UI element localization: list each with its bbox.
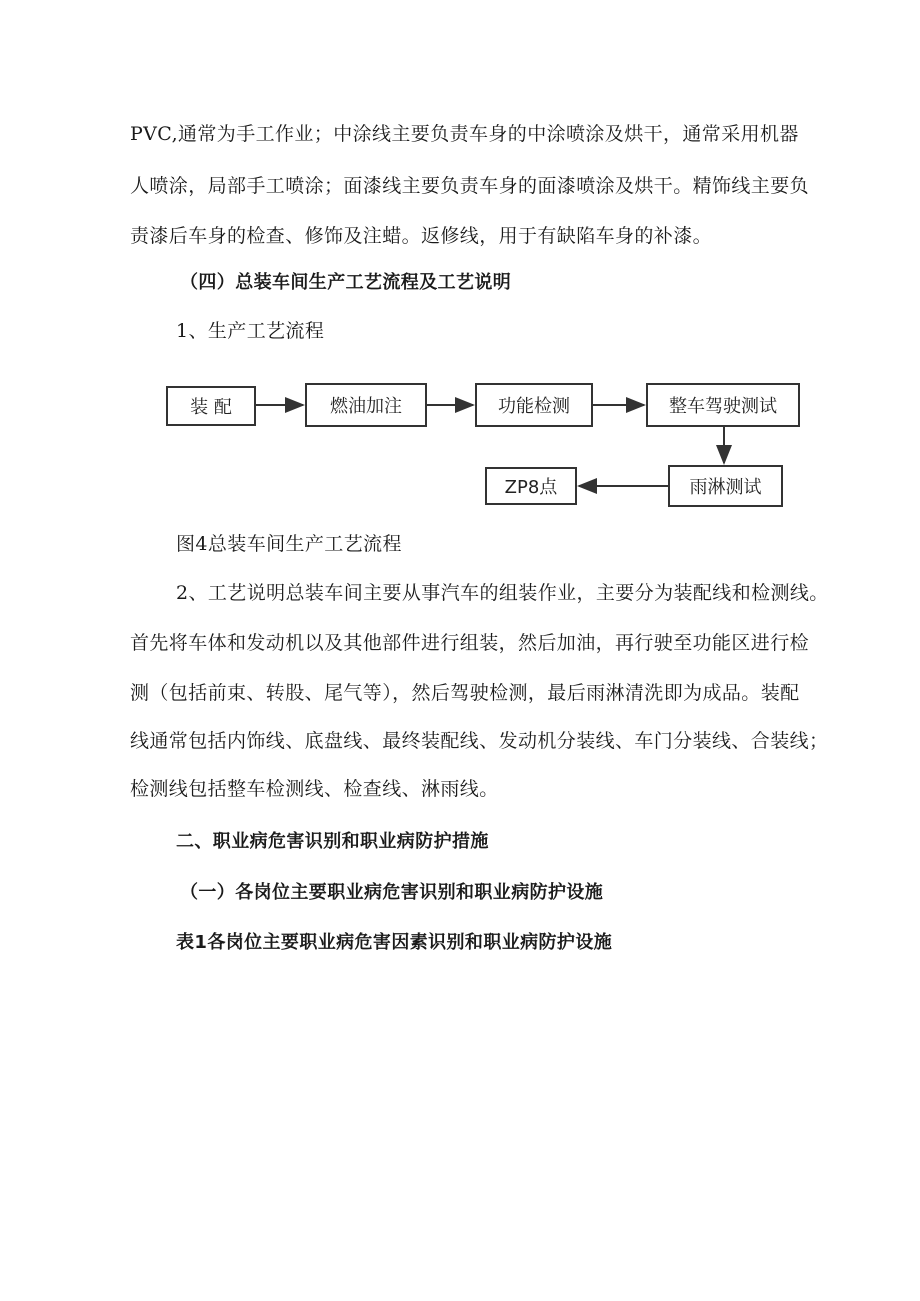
paragraph2-line1: 2、工艺说明总装车间主要从事汽车的组装作业，主要分为装配线和检测线。	[176, 582, 829, 604]
paragraph2-line4: 线通常包括内饰线、底盘线、最终装配线、发动机分装线、车门分装线、合装线；	[130, 730, 829, 752]
paragraph1-line1: PVC,通常为手工作业；中涂线主要负责车身的中涂喷涂及烘干，通常采用机器	[130, 123, 799, 145]
section2-heading: 二、职业病危害识别和职业病防护措施	[176, 831, 489, 852]
section4-heading: （四）总装车间生产工艺流程及工艺说明	[180, 272, 512, 293]
paragraph2-line2: 首先将车体和发动机以及其他部件进行组装，然后加油，再行驶至功能区进行检	[130, 632, 810, 654]
flow-box-vehicle-drive-test: 整车驾驶测试	[646, 383, 800, 427]
figure-caption: 图4总装车间生产工艺流程	[176, 533, 402, 555]
subsection1-heading: （一）各岗位主要职业病危害识别和职业病防护设施	[180, 882, 604, 903]
flow-box-rain-test: 雨淋测试	[668, 465, 783, 507]
paragraph1-line3: 责漆后车身的检查、修饰及注蜡。返修线，用于有缺陷车身的补漆。	[130, 225, 713, 247]
flow-box-assembly: 装 配	[166, 386, 256, 426]
table1-caption: 表1各岗位主要职业病危害因素识别和职业病防护设施	[176, 932, 613, 953]
flow-box-zp8: ZP8点	[485, 467, 577, 505]
paragraph2-line3: 测（包括前束、转股、尾气等），然后驾驶检测，最后雨淋清洗即为成品。装配	[130, 682, 800, 704]
flow-box-function-test: 功能检测	[475, 383, 593, 427]
paragraph2-line5: 检测线包括整车检测线、检查线、淋雨线。	[130, 778, 499, 800]
flow-box-fueling: 燃油加注	[305, 383, 427, 427]
paragraph1-line2: 人喷涂，局部手工喷涂；面漆线主要负责车身的面漆喷涂及烘干。精饰线主要负	[130, 175, 810, 197]
item1-heading: 1、生产工艺流程	[176, 320, 325, 342]
